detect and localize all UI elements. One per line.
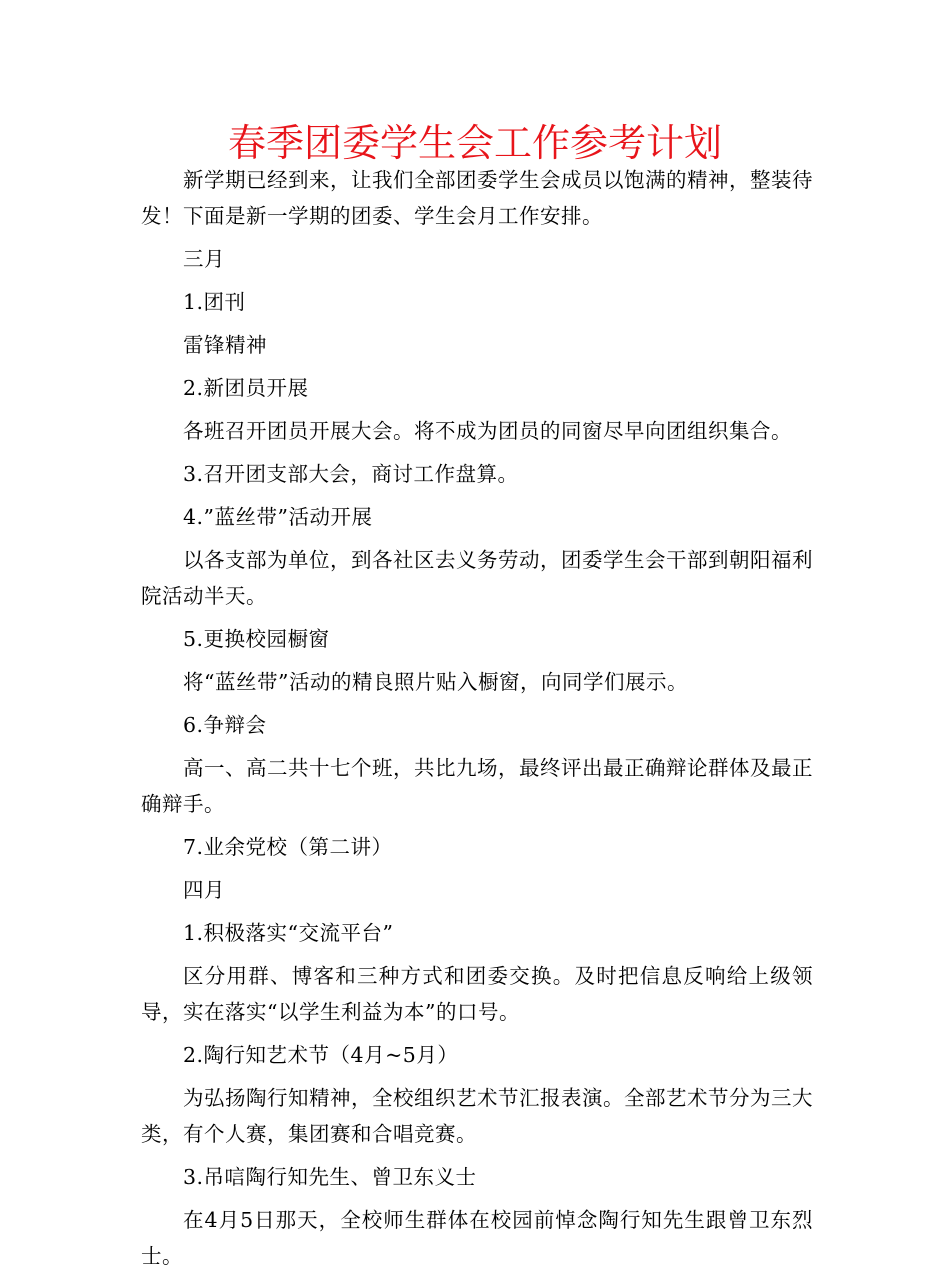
paragraph: 高一、高二共十七个班，共比九场，最终评出最正确辩论群体及最正确辩手。 xyxy=(141,756,813,816)
item-heading: 1.团刊 xyxy=(183,290,246,314)
paragraph: 以各支部为单位，到各社区去义务劳动，团委学生会干部到朝阳福利院活动半天。 xyxy=(141,548,813,608)
document-body xyxy=(141,162,813,1281)
heading-april: 四月 xyxy=(183,878,225,902)
paragraph: 为弘扬陶行知精神，全校组织艺术节汇报表演。全部艺术节分为三大类，有个人赛，集团赛和合唱竞赛。 xyxy=(141,1086,813,1146)
paragraph-intro: 新学期已经到来，让我们全部团委学生会成员以饱满的精神，整装待发！下面是新一学期的团委、学生会月工作安排。 xyxy=(141,168,813,228)
item-heading: 2.陶行知艺术节（4月~5月） xyxy=(183,1043,459,1067)
item-heading: 3.召开团支部大会，商讨工作盘算。 xyxy=(183,462,519,486)
paragraph: 雷锋精神 xyxy=(183,333,267,357)
paragraph: 区分用群、博客和三种方式和团委交换。及时把信息反响给上级领导，实在落实“以学生利益为本”的口号。 xyxy=(141,964,813,1024)
item-heading: 4.”蓝丝带”活动开展 xyxy=(183,505,373,529)
document-title: 春季团委学生会工作参考计划 xyxy=(227,121,722,165)
item-heading: 2.新团员开展 xyxy=(183,376,309,400)
paragraph: 将“蓝丝带”活动的精良照片贴入橱窗，向同学们展示。 xyxy=(183,670,688,694)
item-heading: 1.积极落实“交流平台” xyxy=(183,921,394,945)
item-heading: 6.争辩会 xyxy=(183,713,267,737)
item-heading: 3.吊唁陶行知先生、曾卫东义士 xyxy=(183,1165,477,1189)
item-heading: 5.更换校园橱窗 xyxy=(183,627,330,651)
item-heading: 7.业余党校（第二讲） xyxy=(183,835,393,859)
paragraph: 各班召开团员开展大会。将不成为团员的同窗尽早向团组织集合。 xyxy=(183,419,792,443)
heading-march: 三月 xyxy=(183,247,225,271)
paragraph: 在4月5日那天，全校师生群体在校园前悼念陶行知先生跟曾卫东烈士。 xyxy=(141,1208,813,1268)
